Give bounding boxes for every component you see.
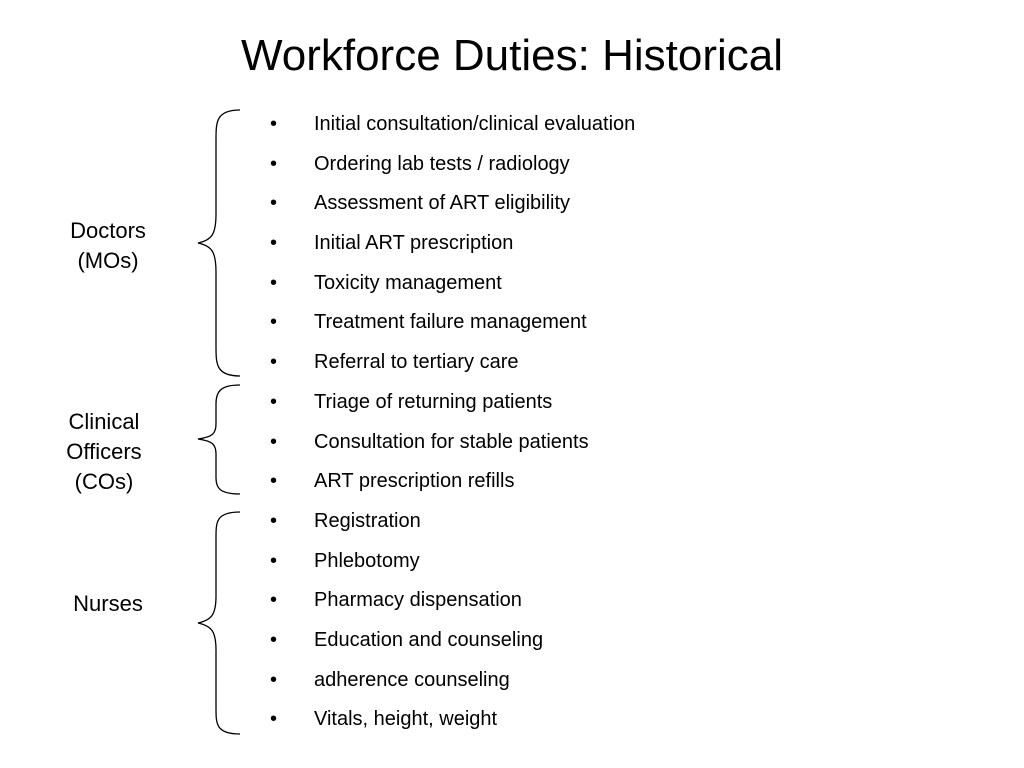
duty-text: Phlebotomy — [314, 549, 420, 572]
bullet: • — [270, 509, 278, 532]
bullet: • — [270, 351, 278, 374]
bullet: • — [270, 668, 278, 691]
group-label-line: Clinical — [68, 409, 140, 434]
duty-text: Vitals, height, weight — [314, 708, 498, 731]
bullet: • — [270, 549, 278, 572]
duty-text: Pharmacy dispensation — [314, 589, 522, 612]
bullet: • — [270, 708, 278, 731]
duty-text: Assessment of ART eligibility — [314, 192, 571, 215]
slide-title: Workforce Duties: Historical — [241, 31, 783, 80]
group-label-line: (MOs) — [77, 248, 139, 273]
duty-text: Education and counseling — [314, 628, 544, 651]
bullet: • — [270, 628, 278, 651]
duty-text: Triage of returning patients — [314, 390, 553, 413]
brace-doctors — [198, 110, 240, 376]
bullet: • — [270, 311, 278, 334]
group-label-line: Officers — [66, 439, 142, 464]
bullet: • — [270, 152, 278, 175]
duty-text: Initial consultation/clinical evaluation — [314, 113, 636, 135]
brace-clinical-officers — [198, 385, 240, 494]
bullet: • — [270, 470, 278, 493]
duty-text: Ordering lab tests / radiology — [314, 152, 570, 175]
group-label-line: Nurses — [73, 591, 143, 616]
group-label-line: Doctors — [70, 218, 146, 243]
duty-text: Referral to tertiary care — [314, 351, 519, 374]
duty-text: Registration — [314, 509, 421, 532]
duty-text: Treatment failure management — [314, 311, 587, 334]
duty-text: Consultation for stable patients — [314, 430, 589, 453]
duty-text: Toxicity management — [314, 271, 502, 294]
bullet: • — [270, 271, 278, 294]
bullet: • — [270, 113, 278, 135]
bullet: • — [270, 192, 278, 215]
bullet: • — [270, 589, 278, 612]
duty-text: adherence counseling — [314, 668, 510, 691]
brace-nurses — [198, 512, 240, 734]
group-label-line: (COs) — [74, 469, 134, 494]
bullet: • — [270, 430, 278, 453]
bullet: • — [270, 232, 278, 255]
duty-text: Initial ART prescription — [314, 232, 514, 255]
bullet: • — [270, 390, 278, 413]
duty-text: ART prescription refills — [314, 470, 515, 493]
